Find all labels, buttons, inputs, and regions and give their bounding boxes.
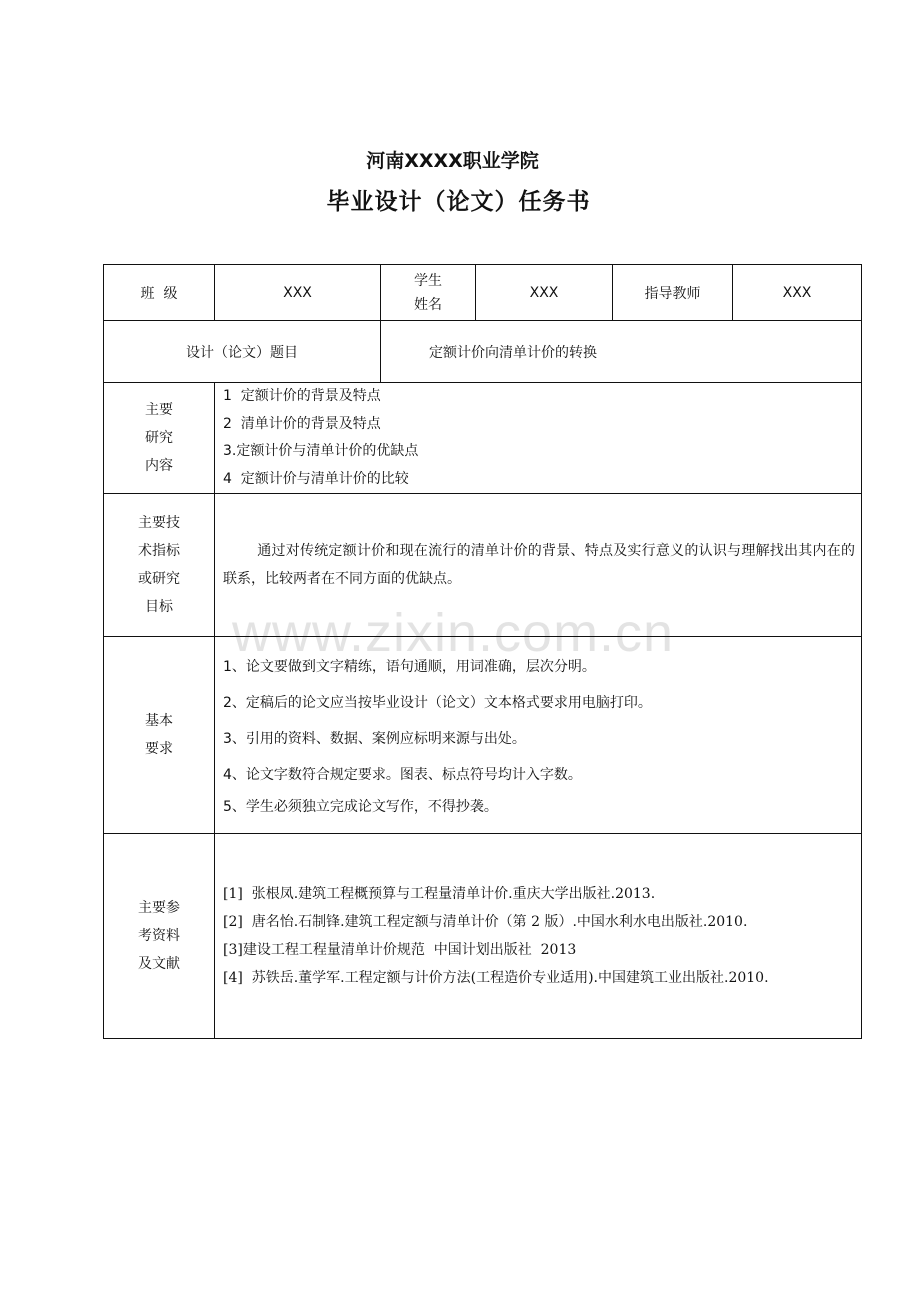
objectives-content: [215, 494, 862, 637]
objectives-row: [104, 494, 862, 637]
topic-label: 设计（论文）题目: [104, 321, 381, 383]
references-label: [104, 834, 215, 1039]
institution-name: 河南XXXX职业学院: [366, 150, 539, 172]
student-name-label: [381, 265, 476, 321]
objectives-label-line: 或研究: [138, 571, 180, 587]
objectives-label: [104, 494, 215, 637]
reference-item: [2] 唐名怡.石制锋.建筑工程定额与清单计价（第 2 版）.中国水利水电出版社.2010.: [223, 914, 748, 930]
class-label: 班 级: [104, 265, 215, 321]
reference-item: [1] 张根凤.建筑工程概预算与工程量清单计价.重庆大学出版社.2013.: [223, 886, 656, 902]
requirements-label-line: 基本: [145, 713, 173, 729]
watermark: www.zixin.com.cn: [232, 603, 675, 663]
research-label: [104, 383, 215, 494]
objectives-label-line: 主要技: [138, 515, 180, 531]
research-item: 1 定额计价的背景及特点: [223, 388, 381, 404]
research-label-line: 研究: [145, 430, 173, 446]
topic-row: [104, 321, 862, 383]
research-label-line: 主要: [145, 402, 173, 418]
student-label-line: 姓名: [414, 296, 442, 313]
requirement-item: 3、引用的资料、数据、案例应标明来源与出处。: [223, 731, 526, 747]
requirement-item: 5、学生必须独立完成论文写作，不得抄袭。: [223, 799, 498, 815]
objectives-label-line: 术指标: [138, 543, 180, 559]
objectives-text: 通过对传统定额计价和现在流行的清单计价的背景、特点及实行意义的认识与理解找出其内在的联系，比较两者在不同方面的优缺点。: [223, 543, 855, 587]
requirement-item: 2、定稿后的论文应当按毕业设计（论文）文本格式要求用电脑打印。: [223, 695, 652, 711]
class-value: XXX: [215, 265, 381, 321]
references-label-line: 主要参: [138, 900, 180, 916]
requirements-label: [104, 637, 215, 834]
references-content: [215, 834, 862, 1039]
reference-item: [3]建设工程工程量清单计价规范 中国计划出版社 2013: [223, 942, 577, 958]
teacher-value: XXX: [733, 265, 862, 321]
requirements-row: [104, 637, 862, 834]
research-content: [215, 383, 862, 494]
references-label-line: 及文献: [138, 956, 180, 972]
objectives-label-line: 目标: [145, 599, 173, 615]
requirements-content: [215, 637, 862, 834]
research-label-line: 内容: [145, 458, 173, 474]
student-name-value: XXX: [476, 265, 613, 321]
requirement-item: 4、论文字数符合规定要求。图表、标点符号均计入字数。: [223, 767, 582, 783]
info-row: [104, 265, 862, 321]
research-item: 2 清单计价的背景及特点: [223, 415, 381, 432]
reference-item: [4] 苏铁岳.董学军.工程定额与计价方法(工程造价专业适用).中国建筑工业出版社.2010.: [223, 970, 769, 986]
requirement-item: 1、论文要做到文字精练，语句通顺，用词准确，层次分明。: [223, 659, 596, 675]
research-item: 3.定额计价与清单计价的优缺点: [223, 443, 419, 459]
document-title: 毕业设计（论文）任务书: [326, 189, 591, 215]
requirements-label-line: 要求: [145, 741, 173, 757]
task-form-table: [103, 264, 862, 1039]
references-row: [104, 834, 862, 1039]
topic-value: 定额计价向清单计价的转换: [381, 321, 862, 383]
references-label-line: 考资料: [138, 928, 180, 944]
objectives-paragraph: [215, 537, 861, 593]
research-item: 4 定额计价与清单计价的比较: [223, 470, 409, 487]
teacher-label: 指导教师: [613, 265, 733, 321]
student-label-line: 学生: [414, 272, 442, 289]
research-row: [104, 383, 862, 494]
